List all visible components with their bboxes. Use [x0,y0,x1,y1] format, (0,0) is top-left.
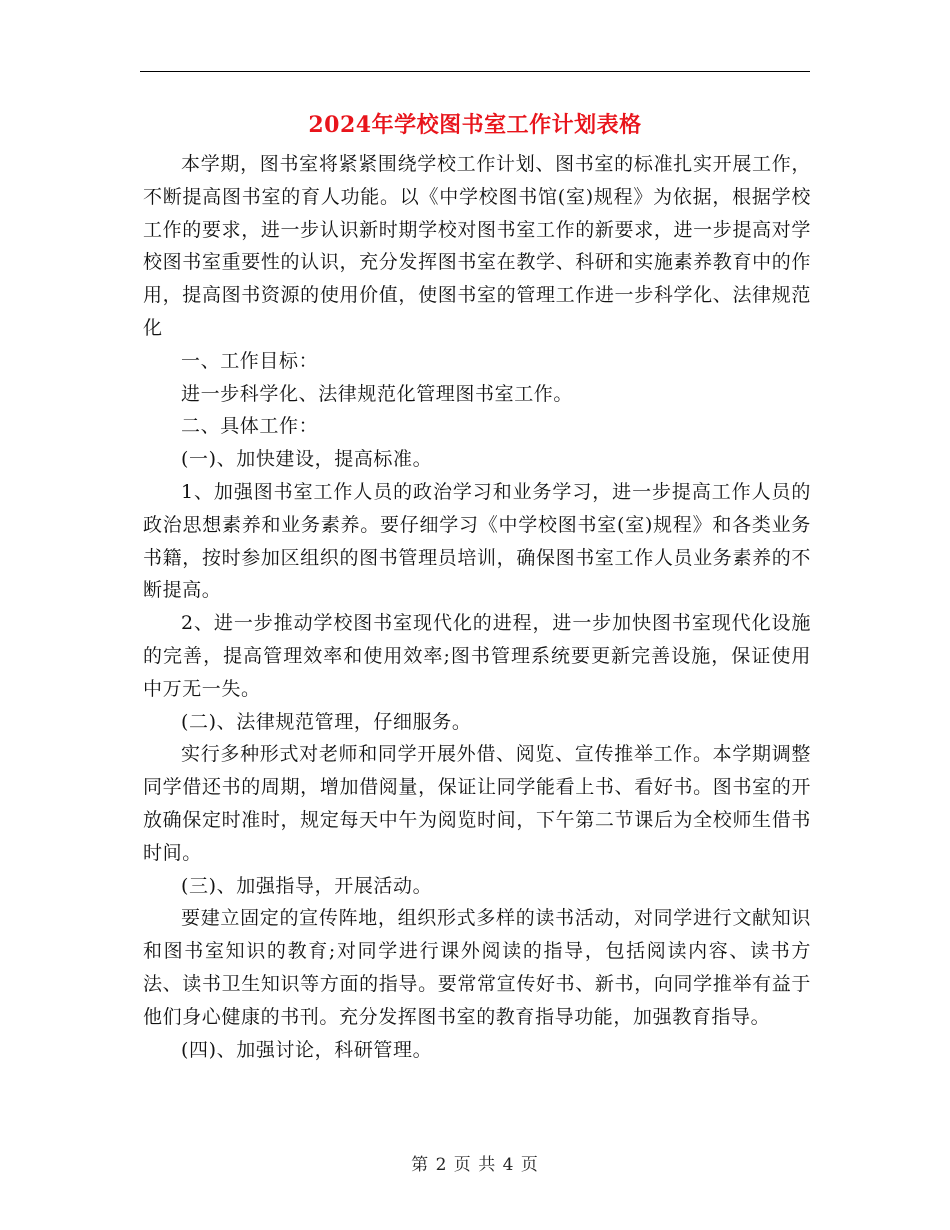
service-paragraph: 实行多种形式对老师和同学开展外借、阅览、宣传推举工作。本学期调整同学借还书的周期，增加借阅量，保证让同学能看上书、看好书。图书室的开放确保定时准时，规定每天中午为阅览时间，下午第二节课后为全校师生借书时间。 [143,743,811,864]
goals-paragraph: 进一步科学化、法律规范化管理图书室工作。 [181,382,574,405]
subsection-heading-3: (三)、加强指导，开展活动。 [181,874,433,897]
header-rule [140,71,810,72]
page-footer [0,1153,950,1177]
document-body [143,148,811,1066]
section-heading-work: 二、具体工作： [181,415,319,438]
section-heading-goals: 一、工作目标： [181,349,319,372]
subsection-heading-4: (四)、加强讨论，科研管理。 [181,1038,433,1061]
intro-paragraph: 本学期，图书室将紧紧围绕学校工作计划、图书室的标准扎实开展工作，不断提高图书室的育人功能。以《中学校图书馆(室)规程》为依据，根据学校工作的要求，进一步认识新时期学校对图书室工作的新要求，进一步提高对学校图书室重要性的认识，充分发挥图书室在教学、科研和实施素养教育中的作用，提高图书资源的使用价值，使图书室的管理工作进一步科学化、法律规范化 [143,153,811,339]
document-title: 2024年学校图书室工作计划表格 [308,112,642,138]
item-paragraph-1: 1、加强图书室工作人员的政治学习和业务学习，进一步提高工作人员的政治思想素养和业务素养。要仔细学习《中学校图书室(室)规程》和各类业务书籍，按时参加区组织的图书管理员培训，确保图书室工作人员业务素养的不断提高。 [143,480,811,602]
subsection-heading-2: (二)、法律规范管理，仔细服务。 [181,710,472,733]
item-paragraph-2: 2、进一步推动学校图书室现代化的进程，进一步加快图书室现代化设施的完善，提高管理效率和使用效率;图书管理系统要更新完善设施，保证使用中万无一失。 [143,612,811,700]
subsection-heading-1: (一)、加快建设，提高标准。 [181,448,433,471]
page-number: 第 2 页 共 4 页 [411,1155,539,1175]
guidance-paragraph: 要建立固定的宣传阵地，组织形式多样的读书活动，对同学进行文献知识和图书室知识的教育;对同学进行课外阅读的指导，包括阅读内容、读书方法、读书卫生知识等方面的指导。要常常宣传好书、新书，向同学推举有益于他们身心健康的书刊。充分发挥图书室的教育指导功能，加强教育指导。 [143,907,811,1028]
